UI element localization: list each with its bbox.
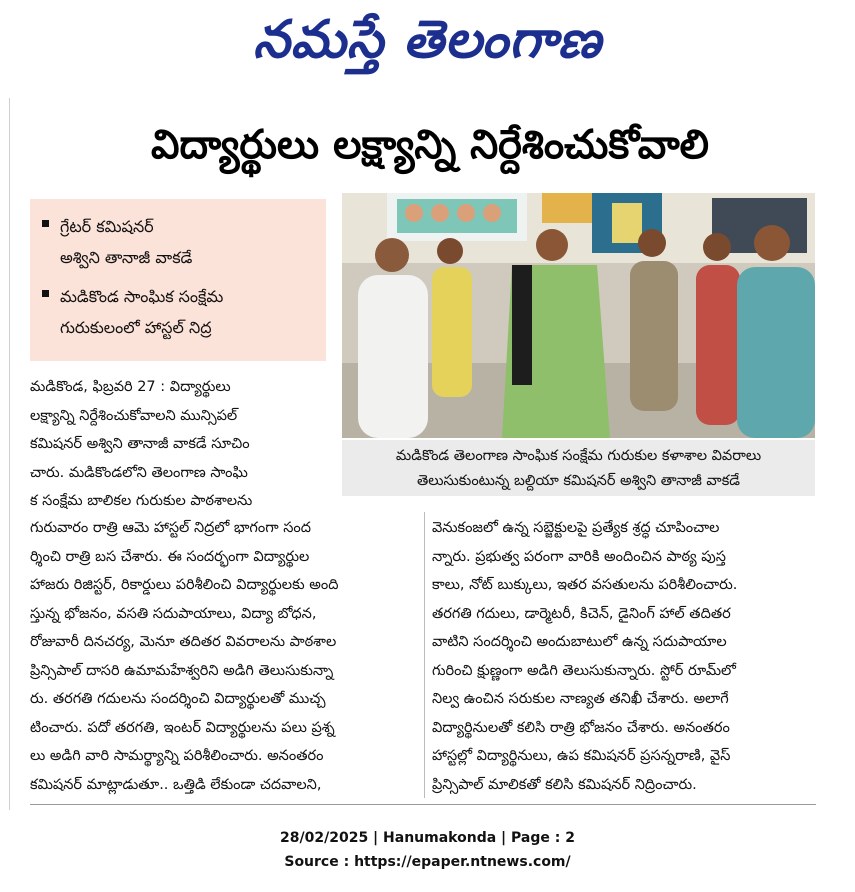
clip-left-border [9,98,10,810]
square-bullet-icon [42,290,49,297]
article-line: లక్ష్యాన్ని నిర్దేశించుకోవాలని మున్సిపల్ [30,407,238,424]
highlight-item [40,211,318,273]
caption-line: తెలుసుకుంటున్న బల్దియా కమిషనర్ అశ్విని తానాజీ వాకడే [416,473,741,489]
footer-date-line: 28/02/2025 | Hanumakonda | Page : 2 [280,830,575,846]
caption-line: మడికొండ తెలంగాణ సాంఘిక సంక్షేమ గురుకుల కళాశాల వివరాలు [395,448,762,464]
highlight-line: గురుకులంలో హాస్టల్ నిద్ర [60,318,212,337]
article-line: వాటిని సందర్శించి అందుబాటులో ఉన్న సదుపాయాల [432,634,727,650]
article-line: కమిషనర్ అశ్విని తానాజీ వాకడే సూచిం [30,436,250,452]
photo-caption [342,440,815,496]
article-line: వెనుకంజలో ఉన్న సబ్జెక్టులపై ప్రత్యేక శ్రద్ధ చూపించాల [432,520,720,536]
article-line: హాజరు రిజిస్టర్, రికార్డులు పరిశీలించి విద్యార్థులకు అంది [30,577,339,593]
article-line: గురువారం రాత్రి ఆమె హాస్టల్ నిద్రలో భాగంగా సంద [30,520,311,536]
article-column-left [30,514,420,799]
article-line: టించారు. పదో తరగతి, ఇంటర్ విద్యార్థులను పలు ప్రశ్న [30,719,335,736]
article-intro [30,373,330,516]
highlight-line: మడికొండ సాంఘిక సంక్షేమ [60,287,224,306]
article-line: రు. తరగతి గదులను సందర్శించి విద్యార్థులతో ముచ్చ [30,691,326,707]
article-headline: విద్యార్థులు లక్ష్యాన్ని నిర్దేశించుకోవాలి [151,122,709,168]
news-photo-illustration [342,193,815,438]
article-line: కమిషనర్ మాట్లాడుతూ.. ఒత్తిడి లేకుండా చదవాలని, [30,776,322,793]
masthead-logo-text: నమస్తే తెలంగాణ [253,10,602,70]
column-divider [424,512,425,798]
article-line: క సంక్షేమ బాలికల గురుకుల పాఠశాలను [30,493,253,509]
highlight-line: గ్రేటర్ కమిషనర్ [60,217,154,236]
article-line: లు అడిగి వారి సామర్థ్యాన్ని పరిశీలించారు. అనంతరం [30,748,324,764]
article-line: కాలు, నోట్ బుక్కులు, ఇతర వసతులను పరిశీలించారు. [432,577,738,593]
article-column-right [432,514,822,799]
highlight-line: అశ్విని తానాజీ వాకడే [60,248,193,267]
article-line: రోజువారీ దినచర్య, మెనూ తదితర వివరాలను పాఠశాల [30,634,337,650]
square-bullet-icon [42,220,49,227]
clip-footer [0,826,855,874]
article-line: హాస్టల్లో విద్యార్థినులు, ఉప కమిషనర్ ప్రసన్నరాణి, వైస్ [432,748,731,764]
article-line: న్నారు. ప్రభుత్వ పరంగా వారికి అందించిన పాఠ్య పుస్త [432,548,726,565]
article-line: నిల్వ ఉంచిన సరుకుల నాణ్యత తనిఖీ చేశారు. అలాగే [432,691,729,707]
footer-source-line: Source : https://epaper.ntnews.com/ [284,854,571,870]
article-line: ప్రిన్సిపాల్ దాసరి ఉమామహేశ్వరిని అడిగి తెలుసుకున్నా [30,662,334,679]
newspaper-masthead [0,2,855,80]
article-line: గురించి క్షుణ్ణంగా అడిగి తెలుసుకున్నారు. స్టోర్ రూమ్‌లో [432,662,736,679]
article-line: స్తున్న భోజనం, వసతి సదుపాయాలు, విద్యా బోధన, [30,605,317,622]
news-photo [342,193,815,438]
article-line: మడికొండ, ఫిబ్రవరి 27 : విద్యార్థులు [30,379,231,395]
highlights-box [30,199,326,361]
article-line: ప్రిన్సిపాల్ మాలికతో కలిసి కమిషనర్ నిద్రించారు. [432,776,697,793]
bottom-divider [30,804,816,805]
article-line: ర్శించి రాత్రి బస చేశారు. ఈ సందర్భంగా విద్యార్థుల [30,548,310,565]
article-line: విద్యార్థినులతో కలిసి రాత్రి భోజనం చేశారు. అనంతరం [432,719,730,736]
highlight-item [40,281,318,343]
article-line: తరగతి గదులు, డార్మెటరీ, కిచెన్, డైనింగ్ హాల్ తదితర [432,605,731,622]
article-line: చారు. మడికొండలోని తెలంగాణ సాంఘి [30,464,248,481]
